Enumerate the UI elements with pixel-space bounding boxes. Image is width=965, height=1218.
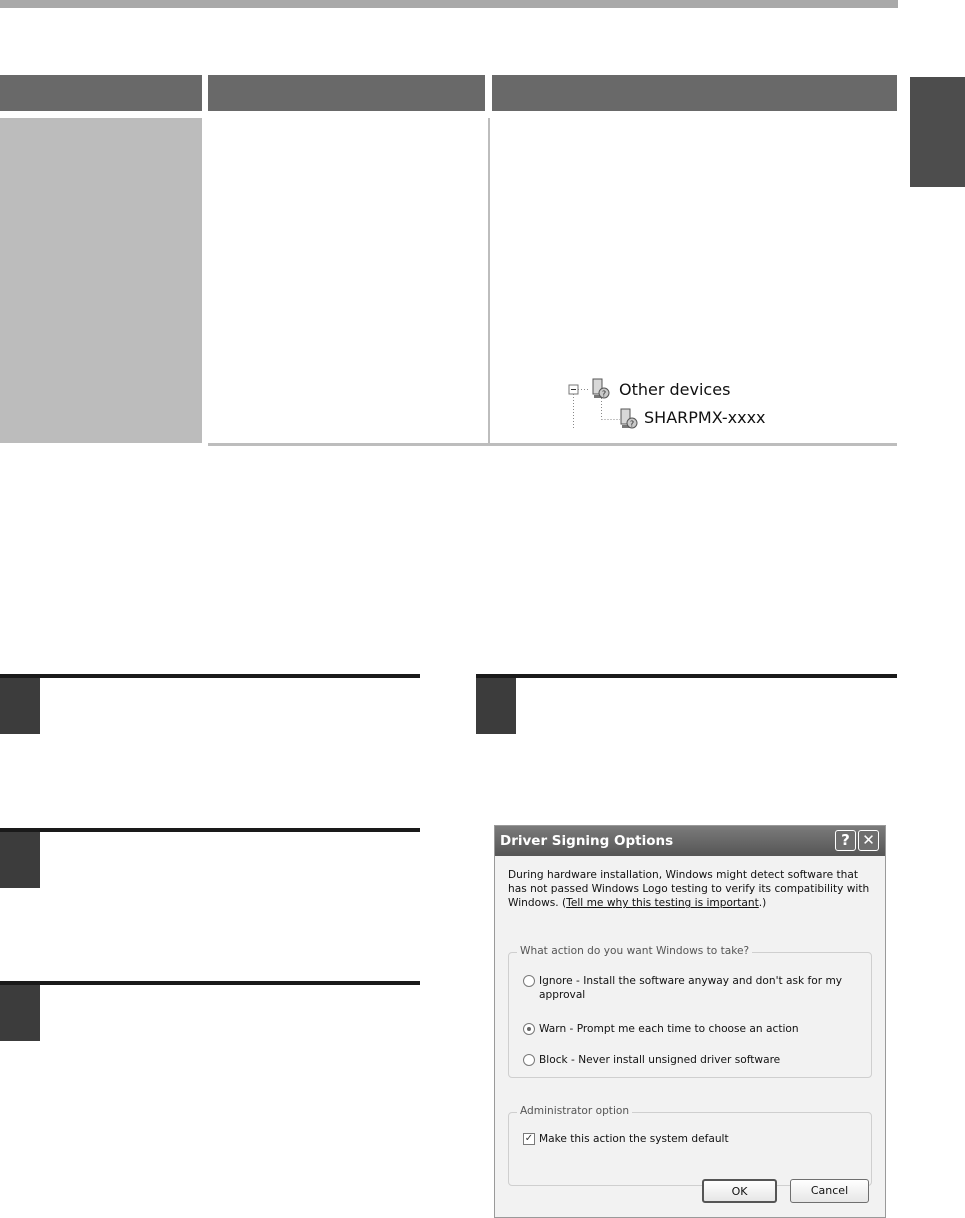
close-button[interactable]: ✕ — [858, 830, 879, 851]
table-column-divider — [488, 118, 490, 443]
cancel-button[interactable]: Cancel — [790, 1179, 869, 1203]
svg-text:?: ? — [629, 419, 635, 429]
action-group-legend: What action do you want Windows to take? — [517, 945, 752, 957]
unknown-device-icon — [620, 408, 638, 430]
table-header-col-1 — [0, 75, 202, 111]
dialog-title-bar[interactable] — [495, 826, 885, 856]
driver-signing-dialog — [494, 825, 886, 1218]
step-number-box — [0, 832, 40, 888]
top-rule — [0, 0, 898, 8]
ignore-radio[interactable] — [523, 975, 535, 987]
step-number-box — [0, 678, 40, 734]
table-bottom-rule — [208, 443, 897, 446]
device-tree — [568, 376, 828, 436]
action-groupbox — [508, 945, 872, 1078]
warn-radio[interactable] — [523, 1023, 535, 1035]
table-header-col-2 — [208, 75, 485, 111]
warn-option-label: Warn - Prompt me each time to choose an action — [539, 1023, 799, 1035]
ignore-option-label: Ignore - Install the software anyway and don't ask for my approval — [539, 975, 843, 1001]
step-number-box — [0, 985, 40, 1041]
dialog-title: Driver Signing Options — [500, 833, 674, 849]
tree-root-label[interactable]: Other devices — [619, 380, 731, 399]
step-bar — [476, 674, 897, 678]
block-option-label: Block - Never install unsigned driver software — [539, 1054, 781, 1066]
dialog-description: During hardware installation, Windows might detect software that has not passed Windows Logo testing to verify its compatibility with Windows. (Tell me why this testing is important.) — [508, 869, 870, 909]
dialog-body — [495, 856, 885, 1217]
tree-child-label[interactable]: SHARPMX-xxxx — [644, 408, 766, 427]
admin-groupbox — [508, 1105, 872, 1186]
step-bar — [0, 981, 420, 985]
help-button[interactable]: ? — [835, 830, 856, 851]
step-number-box — [476, 678, 516, 734]
step-bar — [0, 674, 420, 678]
ok-button[interactable]: OK — [702, 1179, 777, 1203]
table-header-col-3 — [492, 75, 897, 111]
table-row-label-cell — [0, 118, 202, 443]
chapter-tab — [910, 77, 965, 187]
unknown-device-icon — [592, 378, 610, 400]
checkmark-icon[interactable]: ✓ — [524, 1133, 534, 1144]
step-bar — [0, 828, 420, 832]
testing-info-link[interactable]: Tell me why this testing is important — [566, 897, 759, 909]
svg-text:?: ? — [601, 389, 607, 399]
system-default-label: Make this action the system default — [539, 1133, 729, 1145]
block-radio[interactable] — [523, 1054, 535, 1066]
admin-group-legend: Administrator option — [517, 1105, 632, 1117]
